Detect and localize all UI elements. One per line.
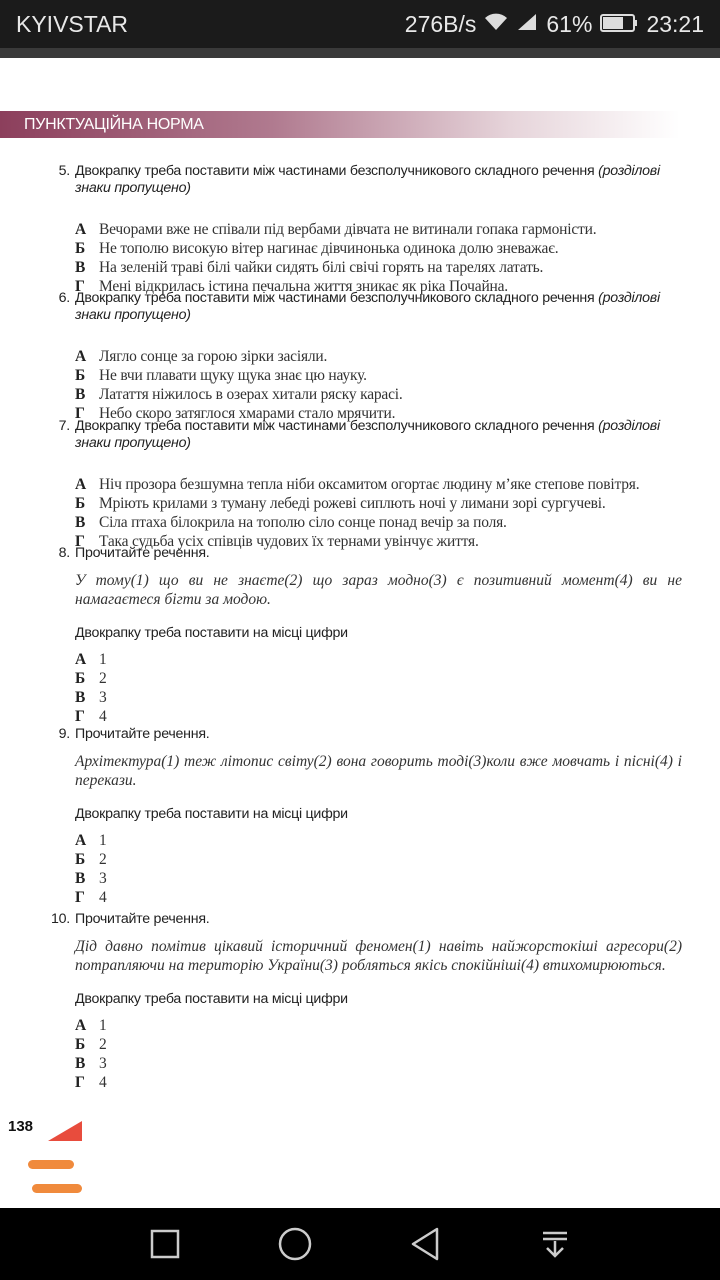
option-text: 2 [99, 669, 107, 687]
question-note: (розділові знаки пропущено) [75, 163, 660, 196]
option [75, 1074, 720, 1093]
question-prompt: Прочитайте речення. [75, 545, 210, 561]
option-text: 1 [99, 651, 107, 668]
option-text: 4 [99, 1073, 107, 1091]
option-text: 4 [99, 888, 107, 906]
option-text: 3 [99, 1054, 107, 1072]
question-prompt: Двокрапку треба поставити між частинами безсполучникового складного речення [75, 290, 595, 306]
option-text: 1 [99, 832, 107, 849]
option [75, 386, 720, 405]
option-letter: Г [75, 277, 85, 295]
option [75, 221, 720, 240]
option-letter: А [75, 832, 86, 849]
question-number: 5. [58, 163, 70, 179]
question-text [0, 418, 720, 452]
question-number: 9. [58, 726, 70, 742]
page-number: 138 [8, 1118, 34, 1135]
option [75, 1055, 720, 1074]
question-7 [0, 418, 720, 552]
option-letter: В [75, 385, 86, 403]
notification-drawer-button[interactable] [525, 1219, 585, 1269]
option-letter: Б [75, 494, 86, 512]
option [75, 851, 720, 870]
option-letter: В [75, 688, 86, 706]
option-letter: Б [75, 239, 86, 257]
option-letter: Г [75, 532, 85, 550]
question-number: 10. [51, 911, 70, 927]
question-10 [0, 911, 720, 1093]
question-prompt: Прочитайте речення. [75, 726, 210, 742]
question-prompt: Двокрапку треба поставити між частинами безсполучникового складного речення [75, 418, 595, 434]
option-letter: А [75, 651, 86, 668]
battery-icon [600, 11, 638, 38]
question-5 [0, 163, 720, 297]
clock: 23:21 [646, 10, 704, 37]
option [75, 259, 720, 278]
question-text [0, 545, 720, 562]
option-letter: Г [75, 404, 85, 422]
home-button[interactable] [265, 1219, 325, 1269]
option-text: Латаття ніжилось в озерах хитали ряску карасі. [99, 385, 403, 403]
question-text [0, 726, 720, 743]
option [75, 1017, 720, 1036]
option-letter: Г [75, 888, 85, 906]
network-speed: 276B/s [404, 10, 477, 37]
option-text: Небо скоро затяглося хмарами стало мрячити. [99, 404, 396, 422]
option [75, 476, 720, 495]
option-letter: В [75, 513, 86, 531]
option-letter: Б [75, 366, 86, 384]
option [75, 870, 720, 889]
options-list [0, 348, 720, 424]
option-letter: А [75, 1017, 86, 1034]
option [75, 651, 720, 670]
sentence: Дід давно помітив цікавий історичний феномен(1) навіть найжорстокіші агресори(2) потрапляючи на територію України(3) робляться якісь спокійніші(4) втихомирюються. [75, 938, 682, 974]
option-text: Вечорами вже не співали під вербами дівчата не витинали гопака гармоністи. [99, 221, 597, 238]
recents-button[interactable] [135, 1219, 195, 1269]
option-letter: Г [75, 1073, 85, 1091]
option-text: 4 [99, 707, 107, 725]
option-text: Не вчи плавати щуку щука знає цю науку. [99, 366, 367, 384]
option-letter: А [75, 348, 86, 365]
option-text: 3 [99, 688, 107, 706]
question-6 [0, 290, 720, 424]
question-number: 8. [58, 545, 70, 561]
menu-icon[interactable] [28, 1160, 82, 1208]
question-note: (розділові знаки пропущено) [75, 418, 660, 451]
prompt: Двокрапку треба поставити на місці цифри [75, 991, 348, 1007]
options-list [0, 476, 720, 552]
option-text: 2 [99, 850, 107, 868]
option [75, 1036, 720, 1055]
option-text: На зеленій траві білі чайки сидять білі свічі горять на тарелях латать. [99, 258, 544, 276]
prompt: Двокрапку треба поставити на місці цифри [75, 806, 348, 822]
options-list [0, 832, 720, 908]
question-prompt: Прочитайте речення. [75, 911, 210, 927]
battery-percent: 61% [546, 10, 593, 37]
option-text: Ніч прозора безшумна тепла ніби оксамитом огортає людину м’яке степове повітря. [99, 476, 640, 493]
option-letter: В [75, 1054, 86, 1072]
navigation-bar [0, 1208, 720, 1280]
option-text: Не тополю високую вітер нагинає дівчинонька одинока долю зневажає. [99, 239, 559, 257]
question-text [0, 911, 720, 928]
option [75, 832, 720, 851]
option-text: Така судьба усіх співців чудових їх тернами увінчує життя. [99, 532, 479, 550]
option-text: Сіла птаха білокрила на тополю сіло сонце понад вечір за поля. [99, 513, 507, 531]
question-9 [0, 726, 720, 908]
option-letter: Г [75, 707, 85, 725]
option-letter: А [75, 221, 86, 238]
question-number: 7. [58, 418, 70, 434]
question-text [0, 290, 720, 324]
option [75, 514, 720, 533]
option-letter: А [75, 476, 86, 493]
option-letter: В [75, 869, 86, 887]
options-list [0, 221, 720, 297]
option [75, 348, 720, 367]
option-text: 1 [99, 1017, 107, 1034]
prompt: Двокрапку треба поставити на місці цифри [75, 625, 348, 641]
option-text: 2 [99, 1035, 107, 1053]
option-letter: Б [75, 669, 86, 687]
option-text: Лягло сонце за горою зірки засіяли. [99, 348, 328, 365]
question-note: (розділові знаки пропущено) [75, 290, 660, 323]
option [75, 889, 720, 908]
option [75, 689, 720, 708]
option [75, 240, 720, 259]
option [75, 495, 720, 514]
option-letter: В [75, 258, 86, 276]
question-text [0, 163, 720, 197]
bookmark-icon[interactable] [48, 1121, 82, 1141]
option [75, 670, 720, 689]
question-prompt: Двокрапку треба поставити між частинами безсполучникового складного речення [75, 163, 595, 179]
question-8 [0, 545, 720, 727]
sentence: Архітектура(1) теж літопис світу(2) вона говорить тоді(3)коли вже мовчать і пісні(4) і перекази. [75, 753, 682, 789]
option-letter: Б [75, 1035, 86, 1053]
option [75, 367, 720, 386]
sentence: У тому(1) що ви не знаєте(2) що зараз модно(3) є позитивний момент(4) ви не намагаєтеся бігти за модою. [75, 572, 682, 608]
back-button[interactable] [395, 1219, 455, 1269]
option-text: Мріють крилами з туману лебеді рожеві сиплють ночі у лимани зорі сургучеві. [99, 494, 606, 512]
section-header: ПУНКТУАЦІЙНА НОРМА [0, 111, 680, 138]
option-text: Мені відкрилась істина печальна життя зникає як ріка Почайна. [99, 277, 508, 295]
wifi-icon [484, 11, 508, 38]
option [75, 708, 720, 727]
question-number: 6. [58, 290, 70, 306]
carrier: KYIVSTAR [16, 10, 129, 37]
signal-icon [516, 11, 538, 38]
status-bar [0, 0, 720, 48]
options-list [0, 651, 720, 727]
options-list [0, 1017, 720, 1093]
option-text: 3 [99, 869, 107, 887]
option-letter: Б [75, 850, 86, 868]
toolbar-divider [0, 48, 720, 58]
